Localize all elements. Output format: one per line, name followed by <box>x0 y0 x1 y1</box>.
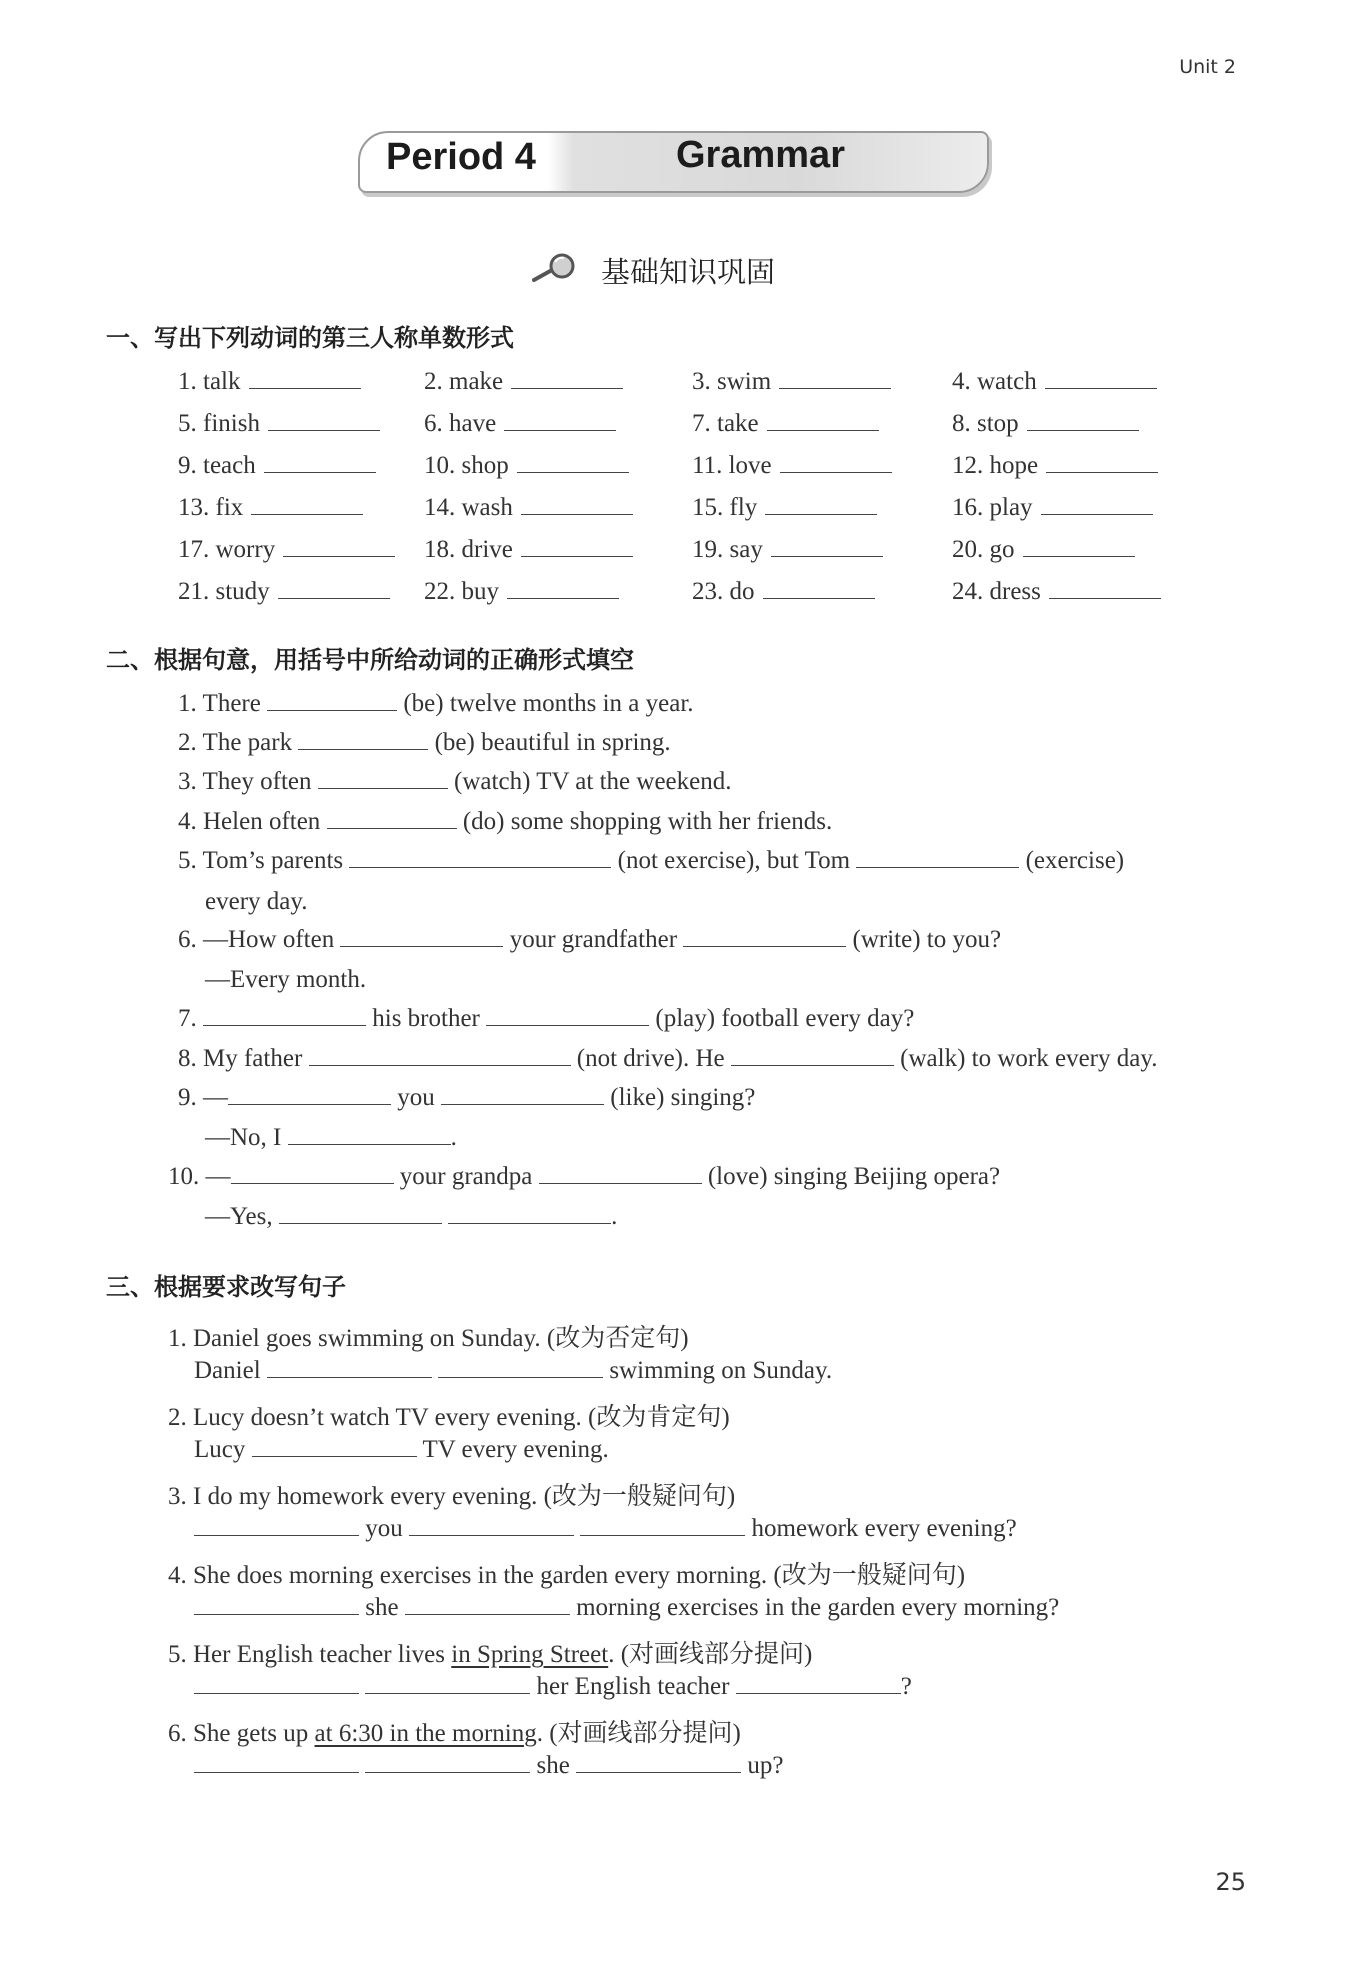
rewrite-answer-1: Daniel swimming on Sunday. <box>194 1357 833 1384</box>
rewrite-answer-3: you homework every evening? <box>194 1515 1017 1543</box>
rewrite-answer-4: she morning exercises in the garden every morning? <box>194 1594 1059 1622</box>
rewrite-question-2: 2. Lucy doesn’t watch TV every evening. (改为肯定句) <box>168 1404 730 1431</box>
rewrite-question-6: 6. She gets up at 6:30 in the morning. (对画线部分提问) <box>168 1720 741 1747</box>
verb-item <box>178 494 363 522</box>
verb-label: 22. buy <box>424 578 499 605</box>
verb-label: 18. drive <box>424 536 513 563</box>
verb-label: 13. fix <box>178 494 244 521</box>
fill-line-4: 4. Helen often (do) some shopping with her friends. <box>178 808 833 835</box>
period-label: Period 4 <box>386 136 536 178</box>
verb-label: 5. finish <box>178 410 260 437</box>
answer-blank <box>780 472 892 473</box>
answer-blank <box>767 430 879 431</box>
answer-blank <box>1049 598 1161 599</box>
verb-item <box>692 494 877 522</box>
answer-blank <box>1046 472 1158 473</box>
rewrite-question-4: 4. She does morning exercises in the garden every morning. (改为一般疑问句) <box>168 1562 966 1589</box>
verb-label: 9. teach <box>178 452 256 479</box>
answer-blank <box>521 514 633 515</box>
fill-line-10-reply: —Yes, . <box>205 1203 618 1230</box>
answer-blank <box>763 598 875 599</box>
verb-item <box>692 452 892 480</box>
section-2-title: 二、根据句意，用括号中所给动词的正确形式填空 <box>106 646 634 674</box>
verb-label: 12. hope <box>952 452 1039 479</box>
verb-label: 1. talk <box>178 368 241 395</box>
fill-line-1: 1. There (be) twelve months in a year. <box>178 690 694 717</box>
verb-label: 23. do <box>692 578 755 605</box>
verb-label: 14. wash <box>424 494 513 521</box>
verb-label: 3. swim <box>692 368 772 395</box>
fill-line-6-reply: —Every month. <box>205 966 367 993</box>
rewrite-answer-2: Lucy TV every evening. <box>194 1436 609 1463</box>
verb-item <box>424 368 623 396</box>
answer-blank <box>278 598 390 599</box>
fill-line-10: 10. — your grandpa (love) singing Beijing opera? <box>168 1163 1001 1190</box>
answer-blank <box>264 472 376 473</box>
verb-item <box>424 410 616 438</box>
lesson-type-label: Grammar <box>676 134 845 176</box>
page-number: 25 <box>1215 1868 1246 1896</box>
fill-line-5: 5. Tom’s parents (not exercise), but Tom (exercise) <box>178 847 1125 874</box>
fill-line-2: 2. The park (be) beautiful in spring. <box>178 729 671 756</box>
verb-label: 15. fly <box>692 494 758 521</box>
verb-item <box>692 578 875 606</box>
verb-label: 16. play <box>952 494 1033 521</box>
verb-label: 11. love <box>692 452 772 479</box>
rewrite-question-1: 1. Daniel goes swimming on Sunday. (改为否定句) <box>168 1325 689 1352</box>
verb-item <box>424 494 633 522</box>
fill-line-3: 3. They often (watch) TV at the weekend. <box>178 768 732 795</box>
verb-item <box>424 452 629 480</box>
verb-label: 6. have <box>424 410 497 437</box>
fill-line-7: 7. his brother (play) football every day? <box>178 1005 915 1032</box>
answer-blank <box>507 598 619 599</box>
answer-blank <box>771 556 883 557</box>
section-3-title: 三、根据要求改写句子 <box>106 1273 346 1301</box>
verb-item <box>952 368 1157 396</box>
answer-blank <box>765 514 877 515</box>
verb-label: 24. dress <box>952 578 1041 605</box>
verb-item <box>178 452 376 480</box>
rewrite-question-5: 5. Her English teacher lives in Spring Street. (对画线部分提问) <box>168 1641 813 1668</box>
answer-blank <box>517 472 629 473</box>
section-1-title: 一、写出下列动词的第三人称单数形式 <box>106 324 514 352</box>
rewrite-answer-6: she up? <box>194 1752 783 1780</box>
verb-label: 2. make <box>424 368 504 395</box>
verb-item <box>178 578 390 606</box>
verb-item <box>952 410 1139 438</box>
verb-item <box>692 410 879 438</box>
unit-label: Unit 2 <box>1179 56 1236 78</box>
verb-item <box>178 410 380 438</box>
answer-blank <box>1045 388 1157 389</box>
magnifier-icon <box>532 252 580 284</box>
verb-label: 20. go <box>952 536 1015 563</box>
verb-label: 4. watch <box>952 368 1037 395</box>
verb-item <box>424 578 619 606</box>
verb-item <box>692 368 891 396</box>
verb-item <box>692 536 883 564</box>
fill-line-8: 8. My father (not drive). He (walk) to work every day. <box>178 1045 1158 1072</box>
verb-item <box>424 536 633 564</box>
answer-blank <box>521 556 633 557</box>
answer-blank <box>779 388 891 389</box>
answer-blank <box>504 430 616 431</box>
verb-label: 17. worry <box>178 536 276 563</box>
fill-line-9: 9. — you (like) singing? <box>178 1084 756 1111</box>
rewrite-question-3: 3. I do my homework every evening. (改为一般疑问句) <box>168 1483 736 1510</box>
verb-item <box>178 536 395 564</box>
fill-line-5-cont: every day. <box>205 888 308 915</box>
fill-line-9-reply: —No, I . <box>205 1124 457 1151</box>
verb-label: 21. study <box>178 578 270 605</box>
answer-blank <box>1027 430 1139 431</box>
verb-item <box>178 368 361 396</box>
verb-label: 8. stop <box>952 410 1019 437</box>
rewrite-answer-5: her English teacher ? <box>194 1673 912 1701</box>
answer-blank <box>251 514 363 515</box>
verb-label: 7. take <box>692 410 759 437</box>
answer-blank <box>249 388 361 389</box>
answer-blank <box>268 430 380 431</box>
verb-item <box>952 452 1158 480</box>
answer-blank <box>283 556 395 557</box>
answer-blank <box>511 388 623 389</box>
fill-line-6: 6. —How often your grandfather (write) to you? <box>178 926 1002 953</box>
verb-item <box>952 536 1135 564</box>
verb-label: 19. say <box>692 536 763 563</box>
answer-blank <box>1023 556 1135 557</box>
verb-item <box>952 494 1153 522</box>
answer-blank <box>1041 514 1153 515</box>
verb-item <box>952 578 1161 606</box>
section-heading: 基础知识巩固 <box>601 255 776 289</box>
verb-label: 10. shop <box>424 452 509 479</box>
